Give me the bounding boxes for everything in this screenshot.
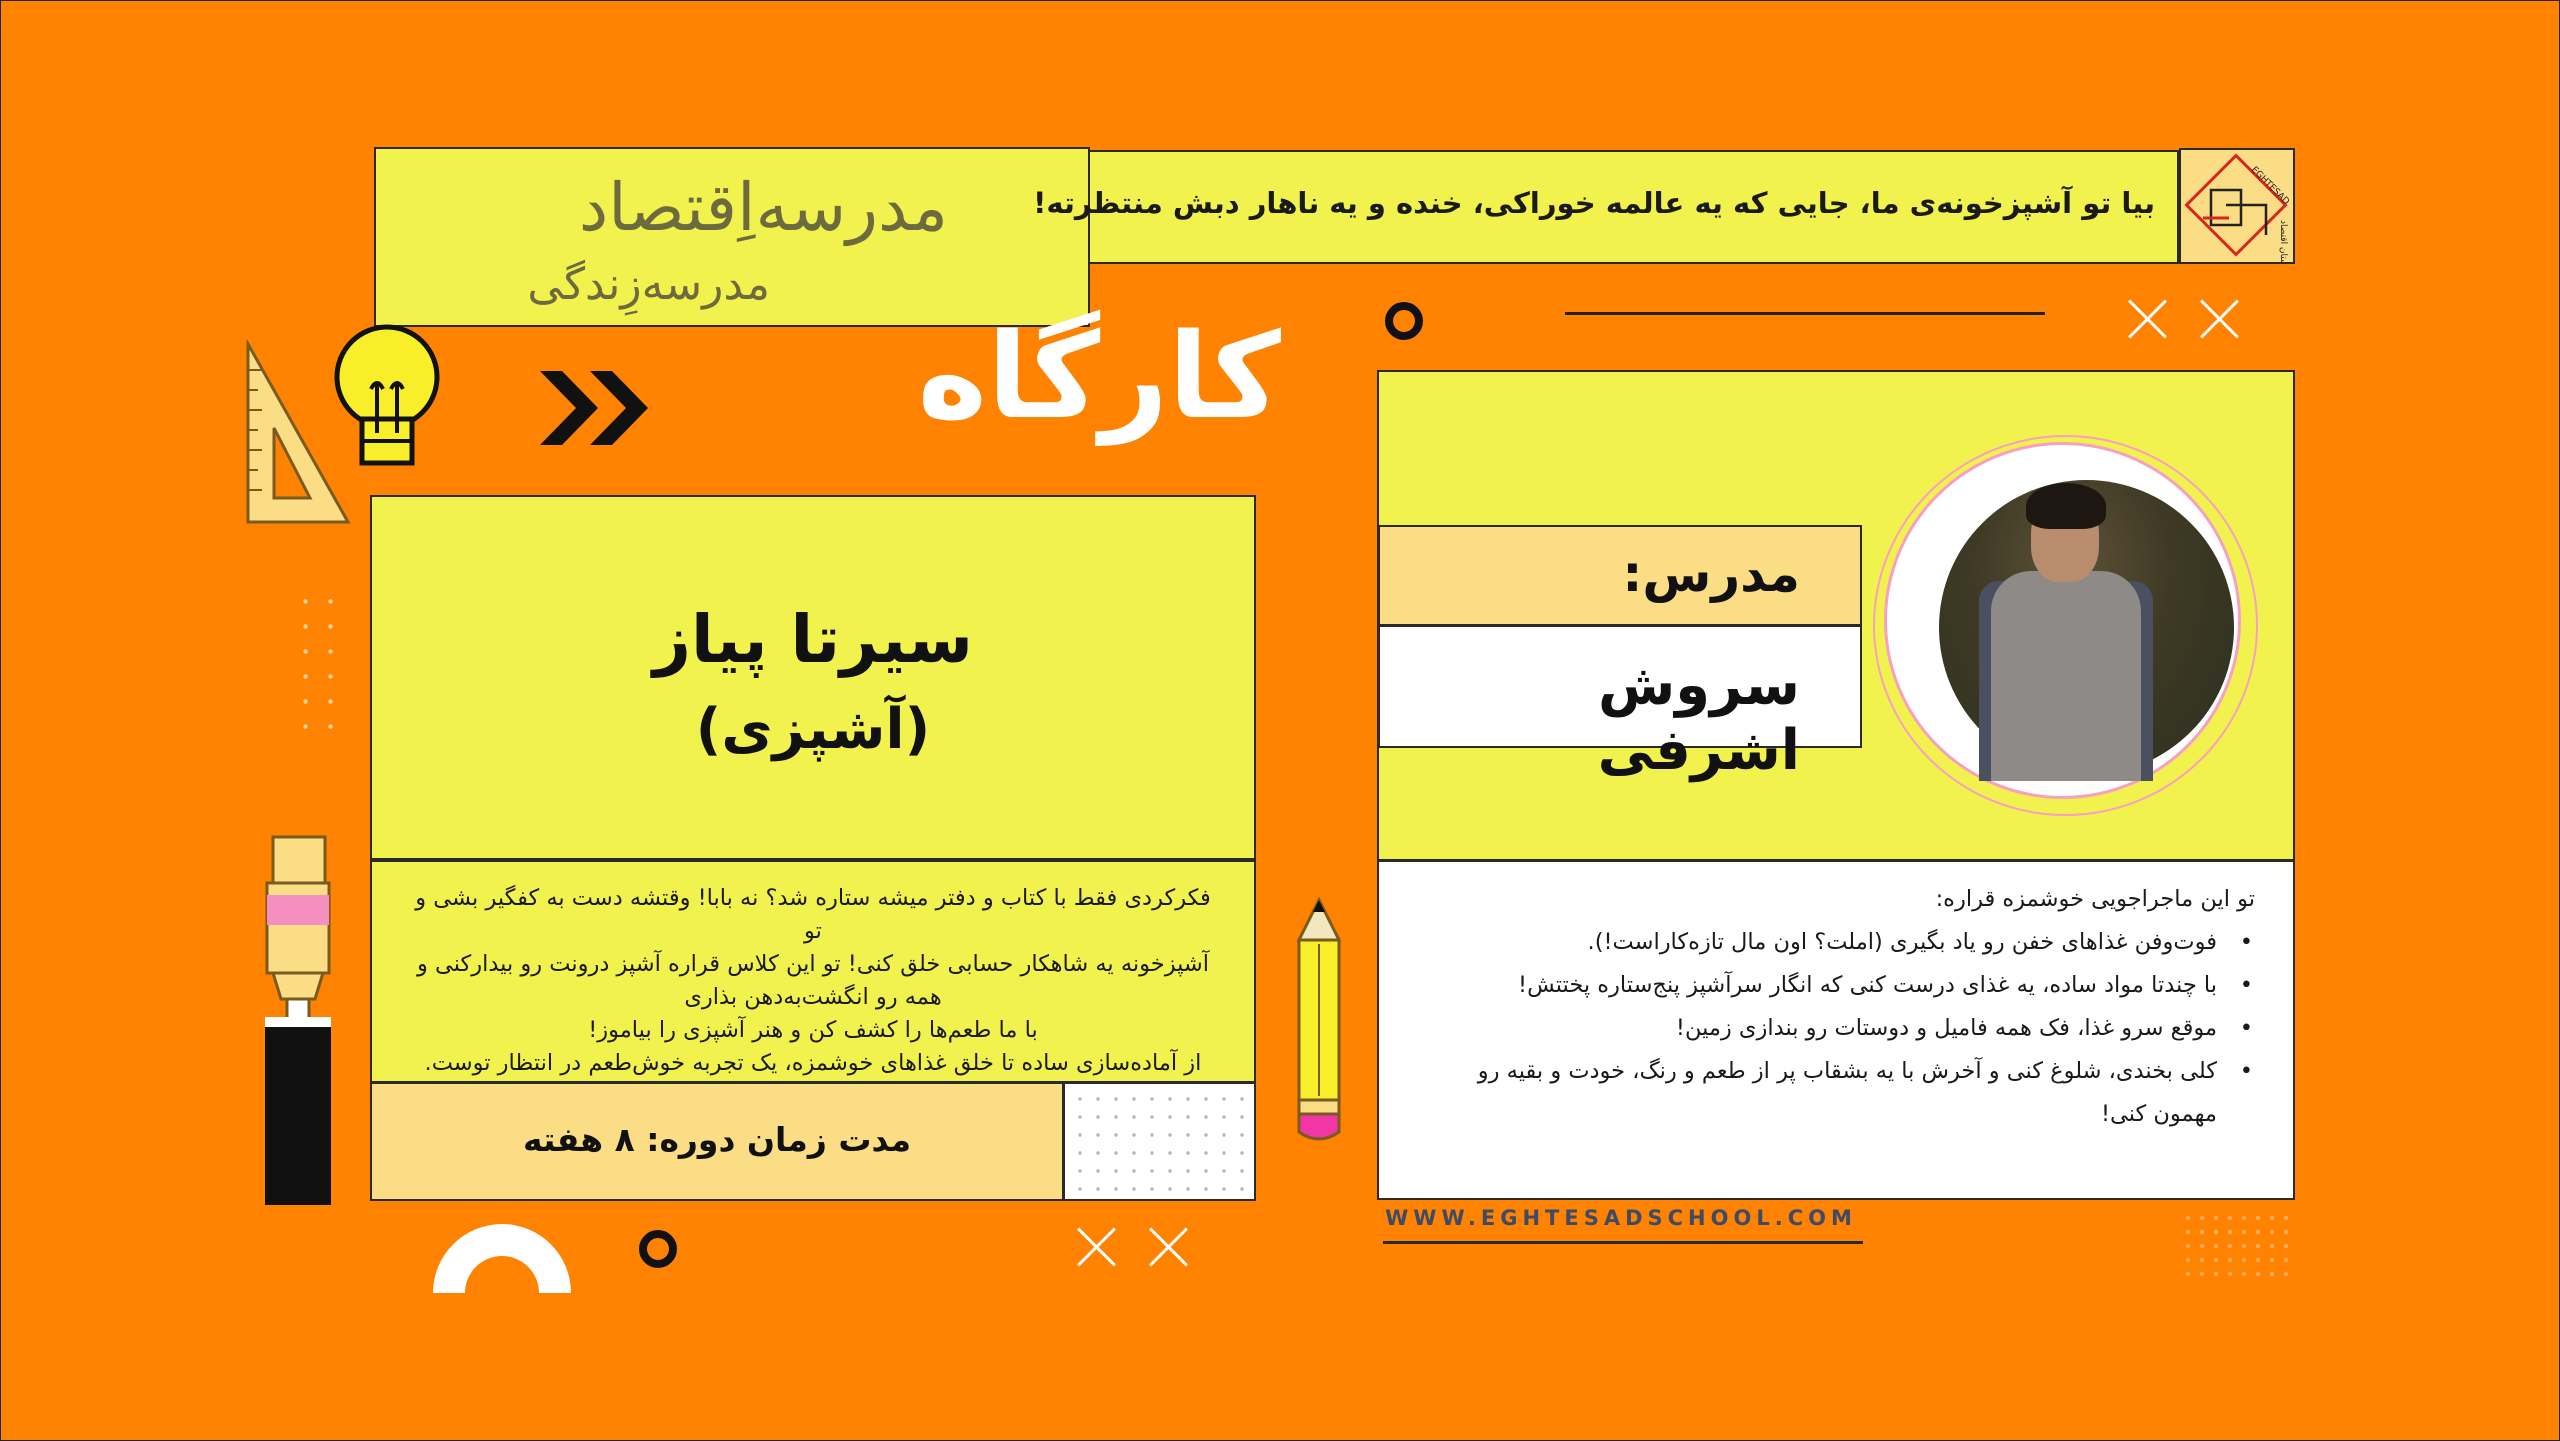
workshop-title: کارگاه — [917, 307, 1281, 445]
close-x-icon — [1075, 1225, 1119, 1269]
course-category: (آشپزی) — [695, 697, 931, 762]
close-x-icon — [2126, 297, 2170, 341]
course-name: سیرتا پیاز — [653, 601, 973, 678]
double-chevron-icon — [536, 367, 654, 449]
instructor-description-box — [1377, 860, 2295, 1200]
dot-pattern — [2181, 1211, 2291, 1286]
website-link[interactable]: WWW.EGHTESADSCHOOL.COM — [1385, 1206, 1857, 1230]
description-line: همه رو انگشت‌به‌دهن بذاری — [684, 984, 942, 1010]
dot-pattern — [293, 589, 343, 729]
list-item: • کلی بخندی، شلوغ کنی و آخرش با یه بشقاب پر از طعم و رنگ، خودت و بقیه رو مهمون کنی! — [1409, 1050, 2217, 1136]
instructor-label-box — [1378, 525, 1862, 626]
photo-detail — [1991, 571, 2141, 781]
triangle-ruler-icon — [244, 340, 352, 526]
instructor-name: سروش اشرفی — [1597, 653, 1800, 783]
duration-box — [370, 1082, 1064, 1201]
instructor-name-box — [1378, 625, 1862, 783]
brand-box — [374, 147, 1090, 327]
highlighter-icon — [259, 831, 337, 1209]
brand-sub-text: مدرسه‌زِندگی — [527, 259, 770, 310]
description-intro: تو این ماجراجویی خوشمزه قراره: — [1935, 886, 2255, 912]
close-x-icon — [1147, 1225, 1191, 1269]
description-line: آشپزخونه یه شاهکار حسابی خلق کنی! تو این کلاس قراره آشپز درونت رو بیدارکنی و — [416, 951, 1210, 977]
course-duration: مدت زمان دوره: ۸ هفته — [523, 1120, 911, 1159]
course-description-box — [370, 860, 1256, 1083]
logo-text: EGHTESAD — [2248, 165, 2292, 208]
photo-detail — [2026, 483, 2106, 529]
dot-pattern-box — [1063, 1082, 1256, 1201]
description-line: فکرکردی فقط با کتاب و دفتر میشه ستاره شد؟ نه بابا! وقتشه دست به کفگیر بشی و تو — [415, 885, 1211, 944]
tagline-box — [1033, 150, 2179, 264]
logo-icon — [2181, 150, 2293, 262]
website-underline — [1383, 1241, 1863, 1244]
pencil-icon — [1293, 896, 1345, 1146]
school-logo — [2179, 148, 2295, 264]
divider-line — [1565, 312, 2045, 315]
instructor-description — [1409, 878, 2255, 1136]
half-ring-icon — [429, 1217, 575, 1295]
course-card — [370, 495, 1256, 860]
ring-icon — [639, 1230, 677, 1268]
instructor-label: مدرس: — [1622, 545, 1800, 603]
ring-icon — [1385, 302, 1423, 340]
description-line: از آماده‌سازی ساده تا خلق غذاهای خوشمزه، یک تجربه خوش‌طعم در انتظار توست. — [424, 1050, 1202, 1076]
tagline-text: بیا تو آشپزخونه‌ی ما، جایی که یه عالمه خوراکی، خنده و یه ناهار دبش منتظرته! — [1033, 186, 2155, 220]
course-description — [412, 882, 1214, 1080]
list-item: • موقع سرو غذا، فک همه فامیل و دوستات رو بندازی زمین! — [1409, 1007, 2217, 1050]
bullet-list — [1409, 921, 2255, 1136]
close-x-icon — [2198, 297, 2242, 341]
list-item: • با چندتا مواد ساده، یه غذای درست کنی که انگار سرآشپز پنج‌ستاره پختتش! — [1409, 964, 2217, 1007]
logo-sub-text: دبستان اقتصاد — [2278, 220, 2288, 262]
list-item: • فوت‌وفن غذاهای خفن رو یاد بگیری (املت؟ اون مال تازه‌کاراست!). — [1409, 921, 2217, 964]
description-line: با ما طعم‌ها را کشف کن و هنر آشپزی را بیاموز! — [588, 1017, 1038, 1043]
brand-main-text: مدرسه‌اِقتصاد — [578, 169, 948, 246]
